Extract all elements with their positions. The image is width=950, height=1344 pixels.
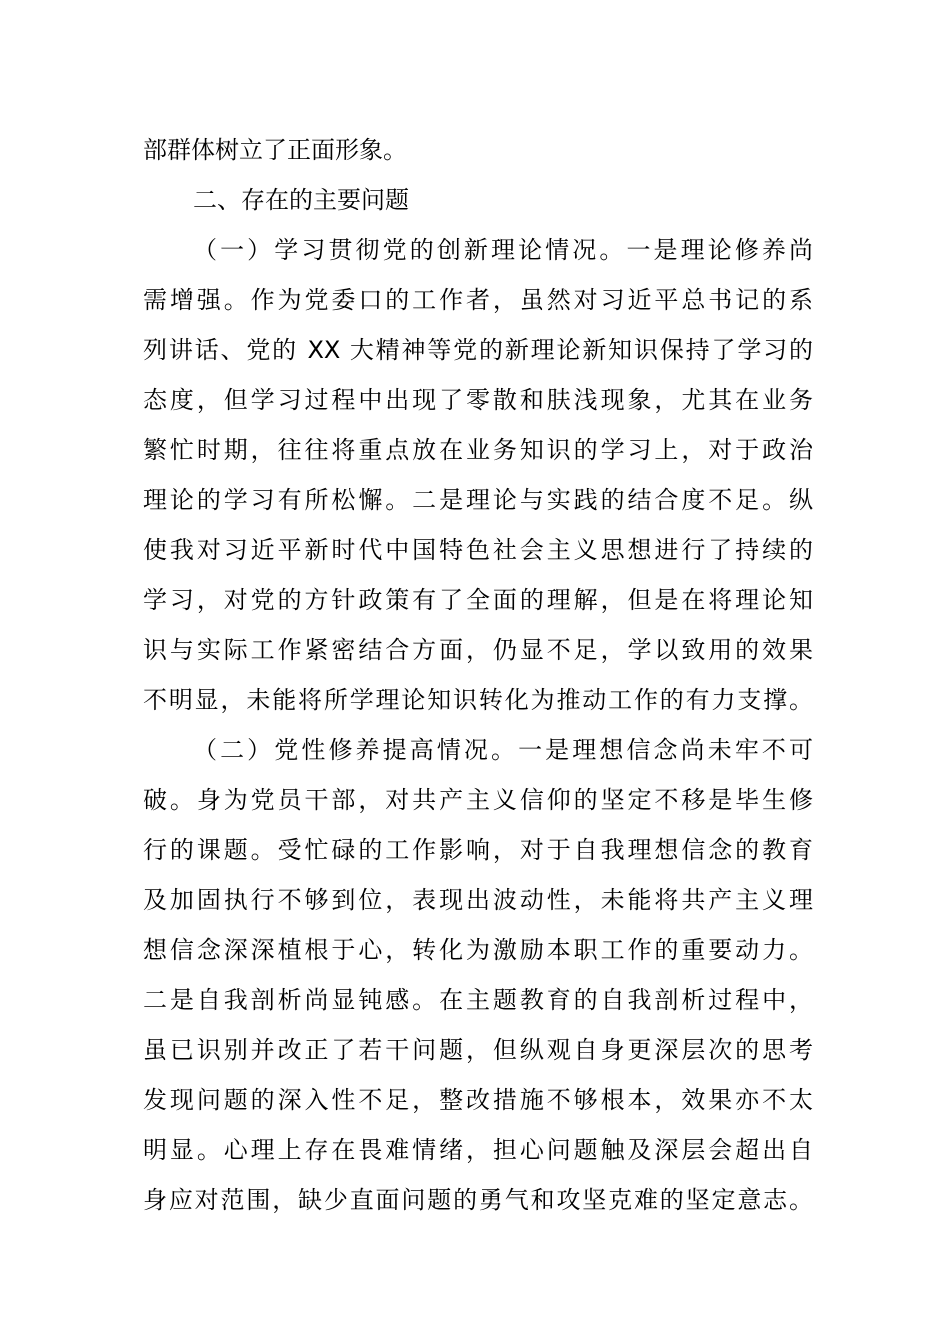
- text-line: 部群体树立了正面形象。: [143, 136, 407, 164]
- text-line: 发现问题的深入性不足，整改措施不够根本，效果亦不太: [143, 1086, 813, 1114]
- text-line: 学习，对党的方针政策有了全面的理解，但是在将理论知: [143, 586, 813, 614]
- text-line: 二是自我剖析尚显钝感。在主题教育的自我剖析过程中，: [143, 986, 813, 1014]
- text-line: 明显。心理上存在畏难情绪，担心问题触及深层会超出自: [143, 1136, 813, 1164]
- text-line: 不明显，未能将所学理论知识转化为推动工作的有力支撑。: [143, 686, 813, 714]
- text-line: 识与实际工作紧密结合方面，仍显不足，学以致用的效果: [143, 636, 813, 664]
- text-line: 态度，但学习过程中出现了零散和肤浅现象，尤其在业务: [143, 386, 813, 414]
- text-line: 身应对范围，缺少直面问题的勇气和攻坚克难的坚定意志。: [143, 1186, 813, 1214]
- text-line: 行的课题。受忙碌的工作影响，对于自我理想信念的教育: [143, 836, 813, 864]
- section-heading: 二、存在的主要问题: [193, 186, 409, 214]
- text-line: 需增强。作为党委口的工作者，虽然对习近平总书记的系: [143, 286, 813, 314]
- text-line: 繁忙时期，往往将重点放在业务知识的学习上，对于政治: [143, 436, 813, 464]
- subsection-heading-line: （一）学习贯彻党的创新理论情况。一是理论修养尚: [193, 236, 813, 264]
- text-line: 使我对习近平新时代中国特色社会主义思想进行了持续的: [143, 536, 813, 564]
- text-line: 及加固执行不够到位，表现出波动性，未能将共产主义理: [143, 886, 813, 914]
- text-line: 想信念深深植根于心，转化为激励本职工作的重要动力。: [143, 936, 813, 964]
- text-line: 破。身为党员干部，对共产主义信仰的坚定不移是毕生修: [143, 786, 813, 814]
- text-line: 列讲话、党的 XX 大精神等党的新理论新知识保持了学习的: [143, 336, 813, 364]
- subsection-heading-line: （二）党性修养提高情况。一是理想信念尚未牢不可: [193, 736, 813, 764]
- text-line: 理论的学习有所松懈。二是理论与实践的结合度不足。纵: [143, 486, 813, 514]
- text-line: 虽已识别并改正了若干问题，但纵观自身更深层次的思考: [143, 1036, 813, 1064]
